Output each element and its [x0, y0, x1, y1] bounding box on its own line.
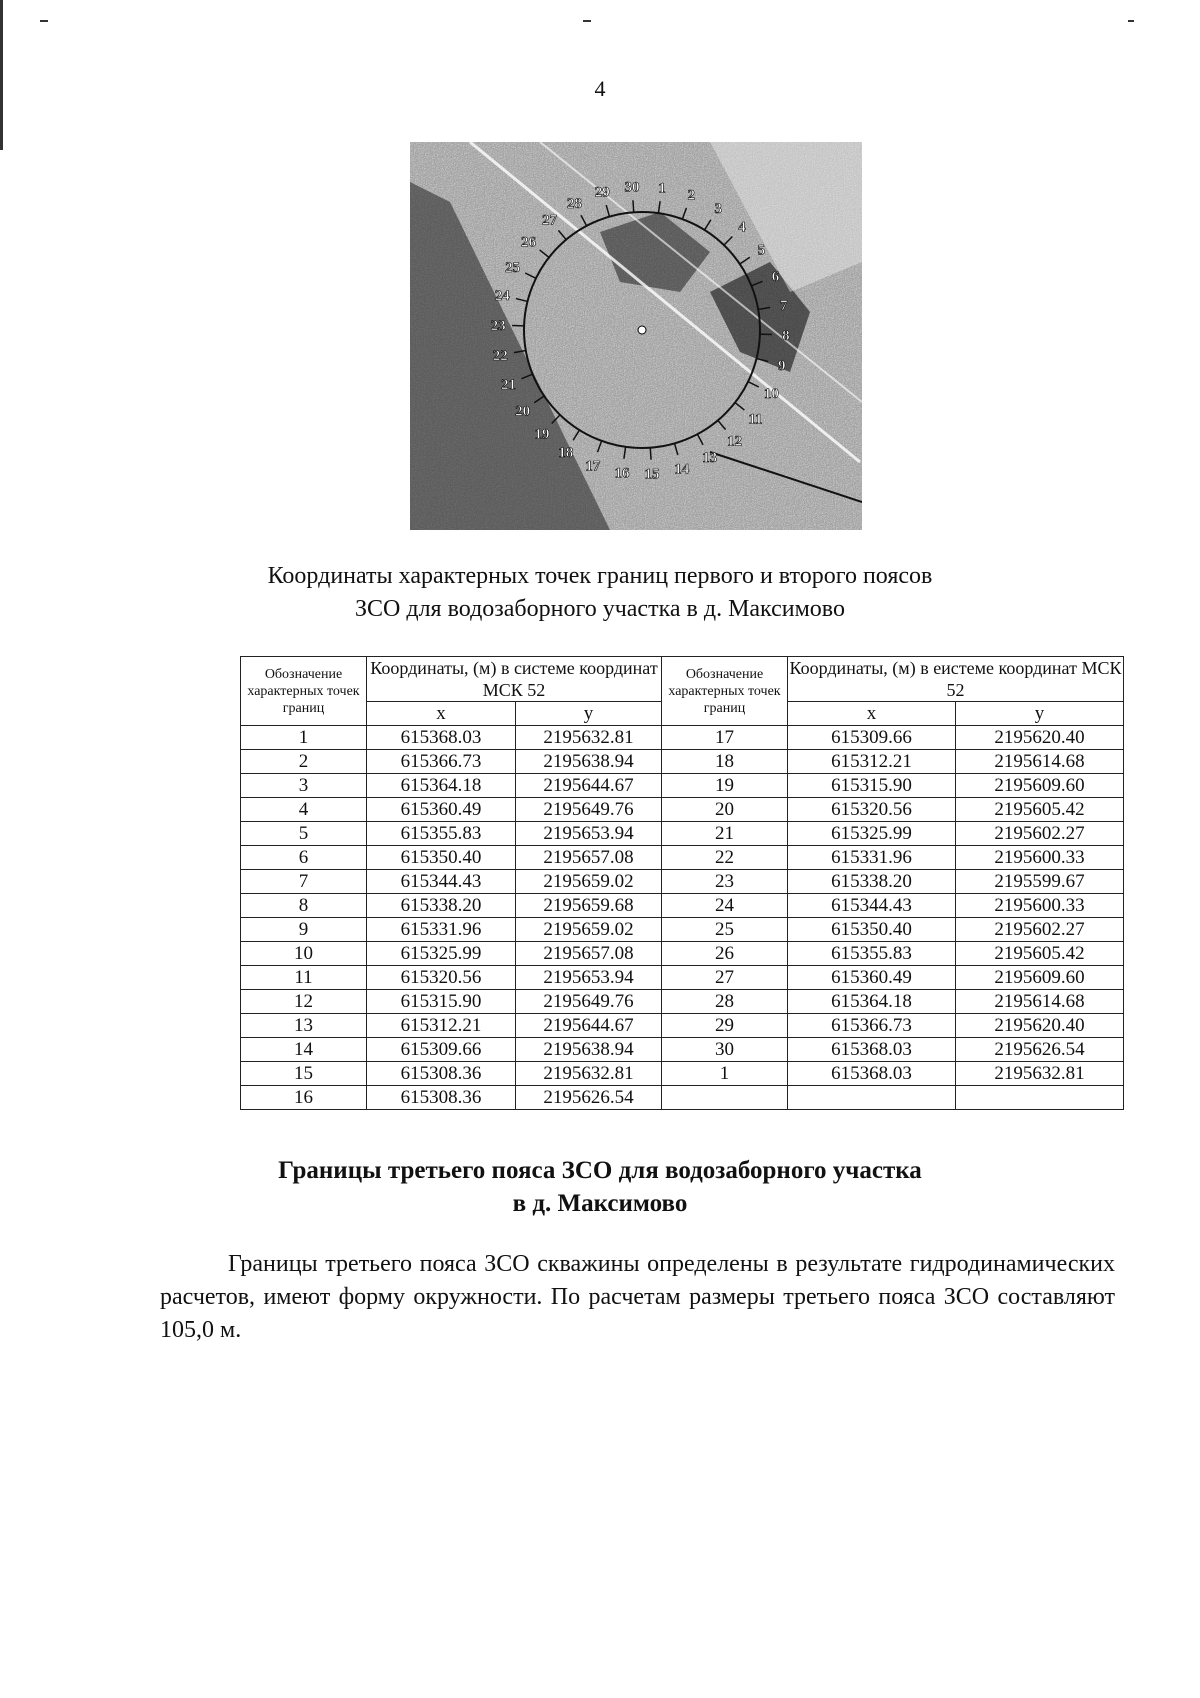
- table-cell-n1: 2: [241, 750, 367, 774]
- map-point-label: 22: [492, 348, 508, 365]
- table-cell-y2: [956, 1086, 1124, 1110]
- table-cell-x1: 615312.21: [367, 1014, 516, 1038]
- table-cell-x2: 615350.40: [788, 918, 956, 942]
- table-row: [241, 1014, 1124, 1038]
- table-cell-n1: 10: [241, 942, 367, 966]
- map-point-label: 4: [738, 219, 746, 236]
- section-title-line-1: Границы третьего пояса ЗСО для водозаборного участка: [278, 1157, 922, 1184]
- map-point-label: 30: [624, 179, 640, 196]
- table-row: [241, 798, 1124, 822]
- table-cell-n1: 11: [241, 966, 367, 990]
- caption-line-2: ЗСО для водозаборного участка в д. Максимово: [355, 596, 845, 622]
- table-cell-x2: [788, 1086, 956, 1110]
- table-cell-n2: 19: [662, 774, 788, 798]
- table-cell-n2: 22: [662, 846, 788, 870]
- boundary-tick: [633, 200, 634, 212]
- table-cell-y1: 2195626.54: [516, 1086, 662, 1110]
- table-row: [241, 942, 1124, 966]
- page-number: 4: [594, 76, 606, 101]
- table-cell-n1: 9: [241, 918, 367, 942]
- table-cell-y1: 2195657.08: [516, 846, 662, 870]
- table-cell-n1: 4: [241, 798, 367, 822]
- table-cell-x1: 615308.36: [367, 1062, 516, 1086]
- table-cell-x2: 615364.18: [788, 990, 956, 1014]
- table-cell-y1: 2195638.94: [516, 750, 662, 774]
- map-point-label: 18: [558, 445, 574, 462]
- map-point-label: 1: [658, 180, 666, 197]
- map-point-label: 5: [757, 242, 766, 259]
- header-y-left: y: [516, 702, 662, 726]
- table-cell-x1: 615368.03: [367, 726, 516, 750]
- coordinates-table: [240, 656, 1124, 1110]
- table-cell-x2: 615355.83: [788, 942, 956, 966]
- table-cell-n1: 5: [241, 822, 367, 846]
- section-title: [150, 1154, 1050, 1220]
- table-cell-y2: 2195605.42: [956, 798, 1124, 822]
- table-cell-n1: 14: [241, 1038, 367, 1062]
- boundary-tick: [650, 448, 651, 460]
- table-cell-y1: 2195653.94: [516, 822, 662, 846]
- table-row: [241, 750, 1124, 774]
- map-point-label: 8: [782, 328, 790, 345]
- table-cell-n1: 8: [241, 894, 367, 918]
- table-cell-n2: 30: [662, 1038, 788, 1062]
- table-row: [241, 918, 1124, 942]
- table-cell-y2: 2195614.68: [956, 990, 1124, 1014]
- table-cell-x1: 615366.73: [367, 750, 516, 774]
- header-y-right: y: [956, 702, 1124, 726]
- map-point-label: 6: [771, 269, 780, 286]
- map-point-label: 24: [494, 288, 510, 305]
- header-designation-left: Обозначение характерных точек границ: [241, 657, 367, 726]
- map-point-label: 23: [490, 317, 506, 334]
- map-point-label: 17: [585, 458, 601, 475]
- table-cell-y1: 2195659.02: [516, 870, 662, 894]
- table-cell-n2: 26: [662, 942, 788, 966]
- scan-dash-mark: [583, 20, 591, 22]
- table-row: [241, 1038, 1124, 1062]
- table-cell-x2: 615315.90: [788, 774, 956, 798]
- table-cell-x2: 615368.03: [788, 1062, 956, 1086]
- table-cell-x1: 615344.43: [367, 870, 516, 894]
- table-cell-n2: 24: [662, 894, 788, 918]
- table-cell-x2: 615309.66: [788, 726, 956, 750]
- map-point-label: 25: [505, 259, 521, 276]
- table-cell-y2: 2195605.42: [956, 942, 1124, 966]
- table-cell-x1: 615315.90: [367, 990, 516, 1014]
- table-cell-n2: 20: [662, 798, 788, 822]
- table-cell-n2: 29: [662, 1014, 788, 1038]
- table-cell-x2: 615360.49: [788, 966, 956, 990]
- table-cell-y2: 2195609.60: [956, 966, 1124, 990]
- table-cell-x1: 615338.20: [367, 894, 516, 918]
- table-row: [241, 894, 1124, 918]
- map-point-label: 27: [541, 212, 557, 229]
- table-cell-x1: 615360.49: [367, 798, 516, 822]
- table-row: [241, 966, 1124, 990]
- map-point-label: 11: [748, 411, 763, 428]
- table-cell-y1: 2195632.81: [516, 726, 662, 750]
- table-cell-y1: 2195638.94: [516, 1038, 662, 1062]
- table-cell-n1: 13: [241, 1014, 367, 1038]
- scan-edge-mark: [0, 0, 3, 150]
- table-cell-y1: 2195659.02: [516, 918, 662, 942]
- table-cell-n2: 28: [662, 990, 788, 1014]
- table-row: [241, 990, 1124, 1014]
- table-cell-y1: 2195653.94: [516, 966, 662, 990]
- table-row: [241, 774, 1124, 798]
- map-point-label: 12: [727, 433, 743, 450]
- header-coords-left: Координаты, (м) в системе координат МСК 52: [367, 657, 662, 702]
- table-cell-x2: 615344.43: [788, 894, 956, 918]
- header-x-left: x: [367, 702, 516, 726]
- table-row: [241, 726, 1124, 750]
- section-paragraph: Границы третьего пояса ЗСО скважины определены в результате гидродинамических расчетов, имеют форму окружности. По расчетам размеры третьего пояса ЗСО составляют 105,0 м.: [160, 1251, 1115, 1343]
- satellite-map-image: [410, 142, 862, 530]
- table-cell-y1: 2195632.81: [516, 1062, 662, 1086]
- map-point-label: 13: [702, 450, 718, 467]
- table-cell-y2: 2195614.68: [956, 750, 1124, 774]
- table-row: [241, 1062, 1124, 1086]
- map-point-label: 28: [566, 195, 582, 212]
- map-point-label: 26: [521, 234, 537, 251]
- scan-dash-mark: [40, 20, 48, 22]
- table-cell-x1: 615325.99: [367, 942, 516, 966]
- table-cell-x2: 615338.20: [788, 870, 956, 894]
- table-cell-x2: 615325.99: [788, 822, 956, 846]
- table-cell-y2: 2195602.27: [956, 822, 1124, 846]
- map-point-label: 21: [500, 376, 516, 393]
- header-x-right: x: [788, 702, 956, 726]
- table-cell-n1: 15: [241, 1062, 367, 1086]
- header-designation-right: Обозначение характерных точек границ: [662, 657, 788, 726]
- table-cell-y1: 2195649.76: [516, 798, 662, 822]
- table-cell-n1: 16: [241, 1086, 367, 1110]
- table-caption: [150, 560, 1050, 626]
- table-cell-n2: 17: [662, 726, 788, 750]
- table-cell-x1: 615320.56: [367, 966, 516, 990]
- table-cell-y2: 2195632.81: [956, 1062, 1124, 1086]
- table-cell-n2: 21: [662, 822, 788, 846]
- scan-dash-mark: [1128, 20, 1134, 22]
- map-point-label: 15: [644, 466, 660, 483]
- table-cell-y2: 2195609.60: [956, 774, 1124, 798]
- table-cell-x1: 615308.36: [367, 1086, 516, 1110]
- table-row: [241, 870, 1124, 894]
- table-cell-x1: 615355.83: [367, 822, 516, 846]
- table-cell-y1: 2195659.68: [516, 894, 662, 918]
- table-cell-n1: 3: [241, 774, 367, 798]
- table-cell-n1: 12: [241, 990, 367, 1014]
- map-point-label: 16: [614, 465, 630, 482]
- section-title-line-2: в д. Максимово: [512, 1190, 688, 1217]
- table-cell-x2: 615366.73: [788, 1014, 956, 1038]
- table-cell-y1: 2195657.08: [516, 942, 662, 966]
- table-cell-n1: 7: [241, 870, 367, 894]
- caption-line-1: Координаты характерных точек границ первого и второго поясов: [267, 563, 933, 589]
- table-row: [241, 822, 1124, 846]
- table-cell-x1: 615309.66: [367, 1038, 516, 1062]
- table-cell-x2: 615368.03: [788, 1038, 956, 1062]
- table-cell-x1: 615331.96: [367, 918, 516, 942]
- map-point-label: 3: [714, 200, 723, 217]
- table-cell-y2: 2195620.40: [956, 1014, 1124, 1038]
- table-row: [241, 846, 1124, 870]
- table-cell-y1: 2195649.76: [516, 990, 662, 1014]
- map-point-label: 19: [534, 426, 550, 443]
- table-row: [241, 1086, 1124, 1110]
- map-point-label: 10: [763, 386, 779, 403]
- table-cell-y2: 2195599.67: [956, 870, 1124, 894]
- table-cell-x2: 615331.96: [788, 846, 956, 870]
- table-cell-n2: 27: [662, 966, 788, 990]
- map-point-label: 20: [515, 403, 531, 420]
- header-coords-right: Координаты, (м) в еистеме координат МСК 52: [788, 657, 1124, 702]
- table-cell-y2: 2195600.33: [956, 846, 1124, 870]
- table-cell-n1: 1: [241, 726, 367, 750]
- table-cell-y2: 2195600.33: [956, 894, 1124, 918]
- table-cell-x1: 615364.18: [367, 774, 516, 798]
- table-cell-n1: 6: [241, 846, 367, 870]
- map-point-label: 29: [594, 184, 610, 201]
- table-cell-y2: 2195620.40: [956, 726, 1124, 750]
- table-cell-n2: 1: [662, 1062, 788, 1086]
- table-cell-n2: 23: [662, 870, 788, 894]
- map-point-label: 14: [674, 461, 690, 478]
- table-cell-y2: 2195602.27: [956, 918, 1124, 942]
- table-cell-n2: 18: [662, 750, 788, 774]
- table-cell-x1: 615350.40: [367, 846, 516, 870]
- map-point-label: 2: [687, 187, 696, 204]
- map-point-label: 7: [780, 297, 788, 314]
- table-cell-y1: 2195644.67: [516, 774, 662, 798]
- table-cell-n2: [662, 1086, 788, 1110]
- map-point-label: 9: [777, 357, 786, 374]
- table-cell-x2: 615320.56: [788, 798, 956, 822]
- table-cell-x2: 615312.21: [788, 750, 956, 774]
- table-cell-y1: 2195644.67: [516, 1014, 662, 1038]
- table-cell-y2: 2195626.54: [956, 1038, 1124, 1062]
- table-cell-n2: 25: [662, 918, 788, 942]
